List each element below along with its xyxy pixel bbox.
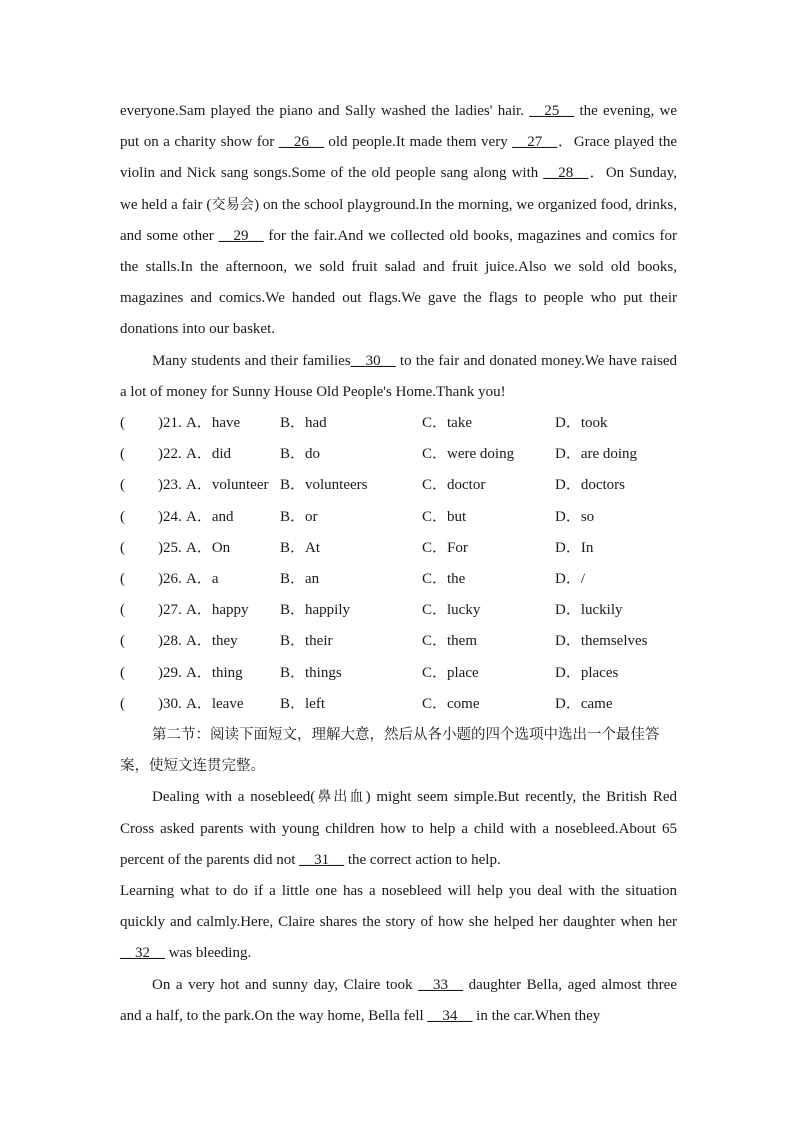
option-b: B．their — [280, 633, 333, 650]
option-b: B．things — [280, 664, 342, 681]
option-c: C．take — [422, 415, 472, 432]
answer-blank: __25__ — [529, 103, 575, 119]
option-b: B．left — [280, 695, 325, 712]
question-number: )30. — [158, 695, 182, 712]
answer-blank: __28__ — [543, 165, 589, 182]
option-a: A．happy — [186, 602, 249, 619]
option-a: A．have — [186, 415, 241, 432]
question-number: )22. — [158, 446, 182, 463]
question-number: )29. — [158, 664, 182, 681]
question-row — [120, 626, 677, 657]
text-run: ) on the school playground.In the morning, we organized food, drinks, and some other — [120, 196, 678, 244]
question-row — [120, 408, 677, 439]
text-run: the correct action to help. — [344, 851, 501, 868]
option-c: C．doctor — [422, 477, 486, 494]
option-b: B．do — [280, 446, 321, 463]
text-run: Many students and their families — [152, 352, 351, 369]
option-d: D．luckily — [555, 602, 623, 619]
option-a: A．leave — [186, 695, 244, 712]
text-run: for the fair.And we collected old books, magazines and comics for the stalls.In the afternoon, we sold fruit salad and fruit juice.Also we sold old books, magazines and comics.We handed out flags.We gave the flags to people who put their donations into our basket. — [120, 227, 677, 338]
text-run: was bleeding. — [165, 945, 252, 962]
passage1-paragraph-2 — [120, 346, 677, 408]
option-b: B．or — [280, 508, 318, 525]
answer-blank: __29__ — [218, 227, 264, 244]
question-number: )23. — [158, 477, 182, 494]
option-b: B．At — [280, 539, 321, 556]
text-run: ) might seem simple.But recently, the British Red Cross asked parents with young children how to help a child with a nosebleed.About 65 percent of the parents did not — [120, 789, 678, 868]
answer-blank: __32__ — [120, 945, 165, 962]
answer-blank: __33__ — [418, 976, 464, 993]
text-run: Dealing with a nosebleed( — [152, 789, 316, 806]
text-run: old people.It made them very — [323, 134, 513, 151]
option-a: A．thing — [186, 664, 243, 681]
option-b: B．happily — [280, 602, 350, 619]
answer-bracket: ( — [120, 633, 125, 650]
text-run: daughter Bella, aged almost three and a half, to the park.On the way home, Bella fell — [120, 976, 677, 1024]
answer-bracket: ( — [120, 415, 125, 432]
question-number: )28. — [158, 633, 182, 650]
passage2-paragraph-1 — [120, 782, 677, 876]
answer-bracket: ( — [120, 570, 125, 587]
answer-bracket: ( — [120, 477, 125, 494]
option-c: C．place — [422, 664, 479, 681]
option-c: C．For — [422, 539, 468, 556]
question-row — [120, 533, 677, 564]
text-run: ．Grace played the violin and Nick sang songs.Some of the old people sang along with — [120, 134, 677, 182]
option-d: D．so — [555, 508, 595, 525]
answer-bracket: ( — [120, 508, 125, 525]
option-d: D．themselves — [555, 633, 648, 650]
question-row — [120, 502, 677, 533]
option-c: C．come — [422, 695, 480, 712]
question-number: )24. — [158, 508, 182, 525]
answer-bracket: ( — [120, 602, 125, 619]
question-number: )27. — [158, 602, 182, 619]
option-c: C．lucky — [422, 602, 481, 619]
answer-bracket: ( — [120, 446, 125, 463]
text-run: to the fair and donated money.We have raised a lot of money for Sunny House Old People's Home.Thank you! — [120, 352, 677, 400]
answer-blank: __26__ — [278, 134, 324, 151]
option-a: A．they — [186, 633, 238, 650]
question-number: )26. — [158, 570, 182, 587]
answer-blank: __27__ — [512, 134, 558, 151]
option-a: A．a — [186, 570, 219, 587]
passage1-paragraph-1 — [120, 96, 677, 346]
option-a: A．and — [186, 508, 234, 525]
option-c: C．but — [422, 508, 467, 525]
text-run: the evening, we put on a charity show for — [120, 103, 677, 151]
option-c: C．them — [422, 633, 477, 650]
option-c: C．were doing — [422, 446, 515, 463]
passage2-paragraph-2 — [120, 876, 677, 970]
option-a: A．volunteer — [186, 477, 269, 494]
chinese-gloss: 鼻出血 — [315, 789, 366, 806]
text-run: everyone.Sam played the piano and Sally washed the ladies' hair. — [120, 103, 530, 119]
section2-heading: 第二节：阅读下面短文，理解大意，然后从各小题的四个选项中选出一个最佳答案，使短文连贯完整。 — [120, 726, 660, 775]
question-row — [120, 439, 677, 470]
question-list — [120, 408, 677, 720]
question-row — [120, 689, 677, 720]
option-a: A．On — [186, 539, 231, 556]
option-d: D．places — [555, 664, 619, 681]
answer-blank: __30__ — [350, 352, 396, 369]
option-b: B．volunteers — [280, 477, 368, 494]
option-d: D．came — [555, 695, 613, 712]
text-run: On a very hot and sunny day, Claire took — [152, 976, 419, 993]
chinese-gloss: 交易会 — [211, 196, 255, 213]
option-a: A．did — [186, 446, 232, 463]
question-row — [120, 470, 677, 501]
answer-bracket: ( — [120, 695, 125, 712]
question-number: )25. — [158, 539, 182, 556]
question-row — [120, 658, 677, 689]
answer-bracket: ( — [120, 539, 125, 556]
question-number: )21. — [158, 415, 182, 432]
option-d: D．/ — [555, 570, 586, 587]
document-page — [120, 96, 677, 1032]
option-d: D．doctors — [555, 477, 625, 494]
text-run: Learning what to do if a little one has a nosebleed will help you deal with the situation quickly and calmly.Here, Claire shares the story of how she helped her daughter when her — [120, 882, 677, 931]
answer-bracket: ( — [120, 664, 125, 681]
text-run: in the car.When they — [472, 1007, 601, 1024]
answer-blank: __31__ — [299, 851, 345, 868]
passage2-paragraph-3 — [120, 970, 677, 1032]
text-run: ．On Sunday, we held a fair ( — [120, 165, 677, 213]
option-b: B．had — [280, 415, 327, 432]
question-row — [120, 595, 677, 626]
question-row — [120, 564, 677, 595]
option-d: D．are doing — [555, 446, 638, 463]
option-b: B．an — [280, 570, 320, 587]
option-d: D．took — [555, 415, 608, 432]
answer-blank: __34__ — [427, 1007, 473, 1024]
option-d: D．In — [555, 539, 594, 556]
option-c: C．the — [422, 570, 466, 587]
